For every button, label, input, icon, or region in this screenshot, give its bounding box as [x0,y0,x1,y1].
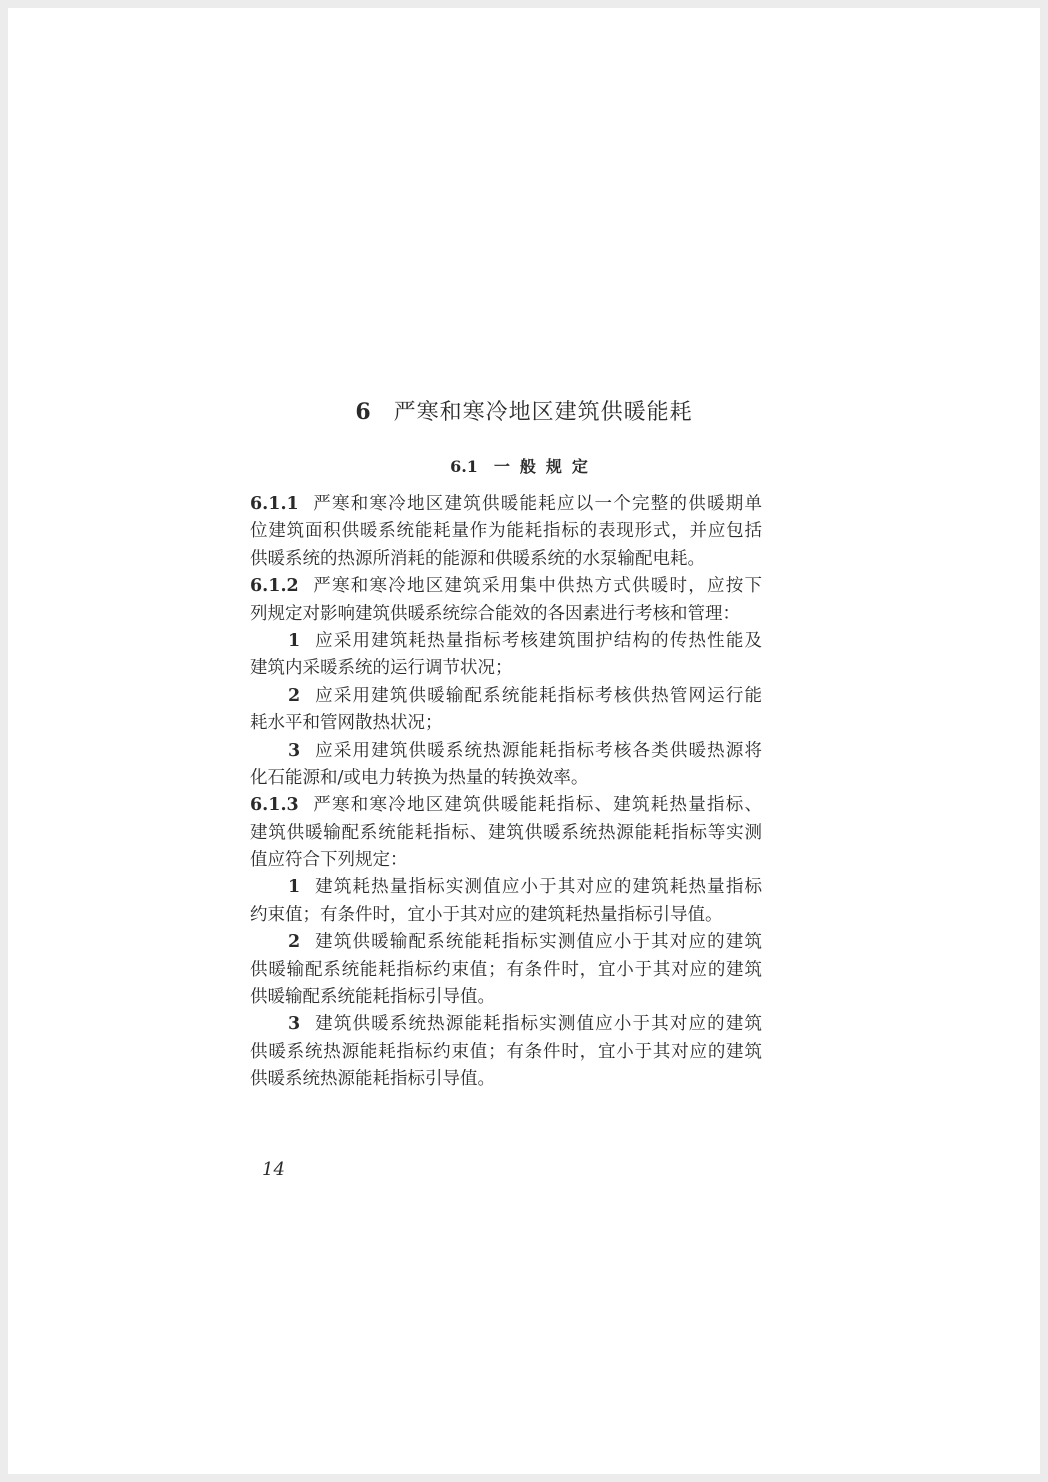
item-number: 1 [288,877,301,898]
clause-line [250,573,762,600]
clause-line: 值应符合下列规定： [250,850,408,871]
clause-line [250,491,762,518]
section-title: 一般规定 [493,457,598,476]
clause-line: 列规定对影响建筑供暖系统综合能效的各因素进行考核和管理： [250,603,740,624]
body-text [250,491,762,1094]
item-number: 2 [288,932,301,953]
item-line [250,874,762,901]
chapter-number: 6 [355,399,372,425]
item-line: 供暖输配系统能耗指标引导值。 [250,987,495,1008]
chapter-heading [8,396,1040,429]
line-text: 应采用建筑供暖输配系统能耗指标考核供热管网运行能 [314,685,762,706]
chapter-title: 严寒和寒冷地区建筑供暖能耗 [393,400,693,425]
line-text: 应采用建筑供暖系统热源能耗指标考核各类供暖热源将 [314,740,762,761]
item-line: 耗水平和管网散热状况； [250,713,443,734]
item-line: 化石能源和/或电力转换为热量的转换效率。 [250,767,589,788]
item-number: 3 [288,1014,301,1035]
item-line [250,1011,762,1038]
clause-line: 位建筑面积供暖系统能耗量作为能耗指标的表现形式，并应包括 [250,521,762,542]
section-heading [8,454,1040,480]
section-number: 6.1 [450,457,478,476]
item-line [250,628,762,655]
item-line: 约束值；有条件时，宜小于其对应的建筑耗热量指标引导值。 [250,904,723,925]
item-line: 供暖系统热源能耗指标约束值；有条件时，宜小于其对应的建筑 [250,1041,762,1062]
item-line: 供暖输配系统能耗指标约束值；有条件时，宜小于其对应的建筑 [250,959,762,980]
line-text: 严寒和寒冷地区建筑供暖能耗应以一个完整的供暖期单 [312,494,762,514]
item-line: 建筑内采暖系统的运行调节状况； [250,658,513,679]
clause-number: 6.1.1 [250,494,299,514]
item-line: 供暖系统热源能耗指标引导值。 [250,1069,495,1090]
document-page [8,8,1040,1474]
clause-line: 供暖系统的热源所消耗的能源和供暖系统的水泵输配电耗。 [250,548,705,569]
clause-number: 6.1.3 [250,795,299,816]
line-text: 应采用建筑耗热量指标考核建筑围护结构的传热性能及 [314,630,762,651]
line-text: 建筑耗热量指标实测值应小于其对应的建筑耗热量指标 [314,877,762,898]
line-text: 建筑供暖输配系统能耗指标实测值应小于其对应的建筑 [314,932,762,953]
item-number: 1 [288,630,301,651]
clause-line [250,792,762,819]
item-line [250,929,762,956]
line-text: 严寒和寒冷地区建筑供暖能耗指标、建筑耗热量指标、 [312,795,762,816]
item-number: 3 [288,740,301,761]
item-number: 2 [288,685,301,706]
item-line [250,683,762,710]
line-text: 建筑供暖系统热源能耗指标实测值应小于其对应的建筑 [314,1014,762,1035]
clause-number: 6.1.2 [250,576,299,597]
line-text: 严寒和寒冷地区建筑采用集中供热方式供暖时，应按下 [312,576,762,597]
page-number: 14 [262,1159,285,1180]
clause-line: 建筑供暖输配系统能耗指标、建筑供暖系统热源能耗指标等实测 [250,822,762,843]
item-line [250,738,762,765]
